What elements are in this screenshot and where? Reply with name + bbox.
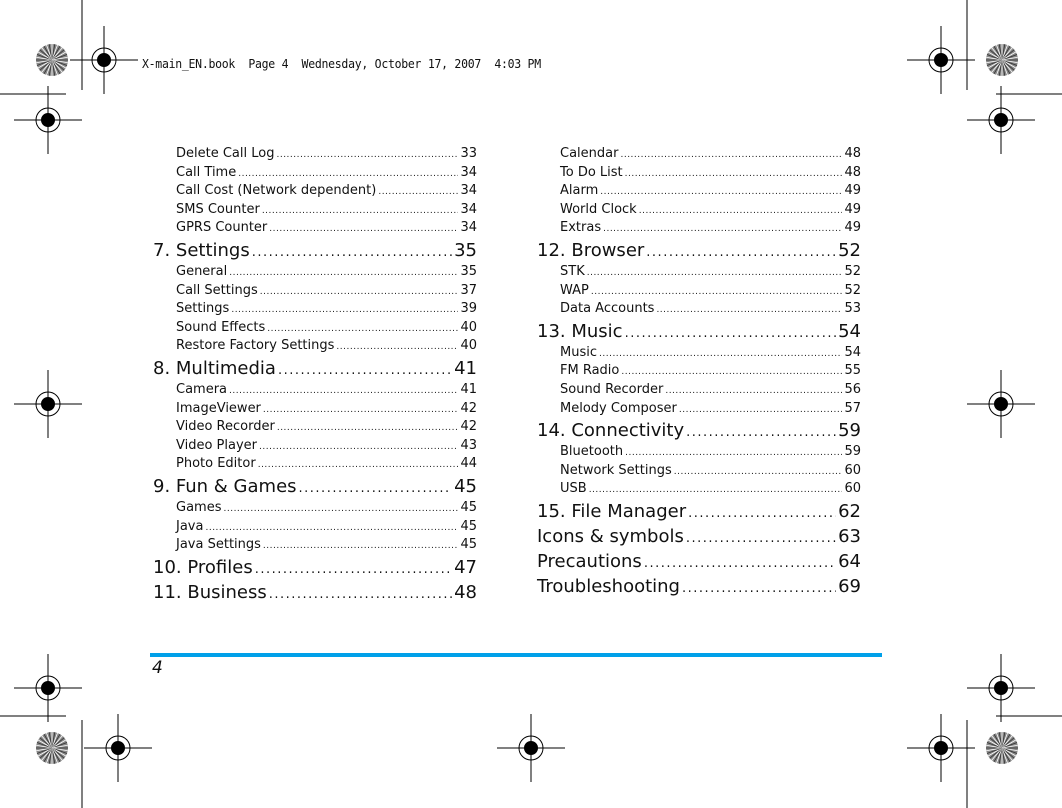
dot-leader	[238, 164, 458, 184]
dot-leader	[269, 580, 452, 607]
dot-leader	[260, 282, 459, 302]
toc-entry-page: 53	[844, 301, 861, 317]
toc-entry-page: 35	[454, 239, 477, 261]
toc-entry[interactable]	[153, 381, 477, 400]
toc-entry-page: 49	[844, 220, 861, 236]
toc-entry-page: 49	[844, 183, 861, 199]
dot-leader	[589, 480, 843, 500]
toc-entry-title: FM Radio	[560, 363, 620, 379]
dot-leader	[686, 524, 836, 551]
toc-entry[interactable]	[537, 182, 861, 201]
dot-leader	[231, 300, 458, 320]
toc-right-column	[537, 145, 861, 599]
dot-leader	[263, 536, 459, 556]
toc-entry[interactable]	[153, 219, 477, 238]
toc-entry[interactable]	[537, 263, 861, 282]
toc-entry-page: 39	[460, 301, 477, 317]
toc-entry-page: 52	[844, 282, 861, 298]
toc-entry-title: 8. Multimedia	[153, 357, 276, 379]
toc-entry[interactable]	[537, 238, 861, 263]
toc-entry-title: Video Recorder	[176, 419, 275, 435]
toc-entry[interactable]	[153, 455, 477, 474]
toc-entry-title: Precautions	[537, 550, 642, 572]
dot-leader	[267, 319, 458, 339]
dot-leader	[625, 319, 837, 346]
toc-entry[interactable]	[537, 524, 861, 549]
toc-entry-title: Sound Effects	[176, 319, 266, 335]
toc-entry[interactable]	[537, 344, 861, 363]
toc-entry-title: Extras	[560, 220, 602, 236]
toc-entry-title: USB	[560, 481, 587, 497]
dot-leader	[223, 499, 458, 519]
toc-entry[interactable]	[537, 362, 861, 381]
toc-entry-title: Call Settings	[176, 282, 258, 298]
toc-entry[interactable]	[153, 356, 477, 381]
toc-entry[interactable]	[537, 201, 861, 220]
toc-entry-title: Restore Factory Settings	[176, 338, 335, 354]
dot-leader	[252, 238, 452, 265]
toc-entry-title: Call Time	[176, 164, 237, 180]
toc-entry-title: Java Settings	[176, 537, 261, 553]
toc-entry-page: 59	[844, 444, 861, 460]
dot-leader	[599, 344, 842, 364]
toc-entry-title: 10. Profiles	[153, 556, 253, 578]
toc-entry-title: Bluetooth	[560, 444, 624, 460]
toc-entry-page: 62	[838, 500, 861, 522]
dot-leader	[688, 499, 836, 526]
dot-leader	[269, 219, 458, 239]
toc-entry-title: ImageViewer	[176, 400, 261, 416]
dot-leader	[646, 238, 836, 265]
toc-entry-title: Camera	[176, 381, 228, 397]
toc-entry-page: 60	[844, 481, 861, 497]
toc-entry-page: 64	[838, 550, 861, 572]
toc-entry-title: Network Settings	[560, 462, 672, 478]
toc-entry[interactable]	[153, 474, 477, 499]
toc-entry[interactable]	[153, 337, 477, 356]
dot-leader	[276, 145, 458, 165]
dot-leader	[686, 418, 836, 445]
toc-left-column	[153, 145, 477, 605]
toc-entry-page: 33	[460, 146, 477, 161]
toc-entry-title: Sound Recorder	[560, 381, 664, 397]
toc-entry[interactable]	[537, 300, 861, 319]
toc-entry-title: 7. Settings	[153, 239, 250, 261]
toc-entry[interactable]	[153, 282, 477, 301]
toc-entry[interactable]	[537, 462, 861, 481]
toc-entry[interactable]	[537, 499, 861, 524]
dot-leader	[639, 201, 843, 221]
dot-leader	[621, 362, 842, 382]
toc-entry[interactable]	[153, 437, 477, 456]
toc-entry-page: 40	[460, 319, 477, 335]
toc-entry[interactable]	[153, 201, 477, 220]
toc-entry-title: World Clock	[560, 201, 637, 217]
toc-entry-page: 35	[460, 263, 477, 279]
toc-entry-title: SMS Counter	[176, 201, 260, 217]
dot-leader	[665, 381, 842, 401]
toc-entry[interactable]	[153, 238, 477, 263]
dot-leader	[625, 443, 842, 463]
dot-leader	[259, 437, 458, 457]
dot-leader	[620, 145, 842, 165]
toc-entry[interactable]	[537, 443, 861, 462]
dot-leader	[277, 418, 459, 438]
toc-entry-title: Games	[176, 499, 222, 515]
toc-entry[interactable]	[537, 219, 861, 238]
dot-leader	[262, 201, 459, 221]
toc-entry-page: 34	[460, 164, 477, 180]
toc-entry[interactable]	[537, 164, 861, 183]
toc-entry-page: 40	[460, 338, 477, 354]
toc-entry[interactable]	[537, 381, 861, 400]
dot-leader	[205, 518, 458, 538]
toc-entry-title: 11. Business	[153, 581, 267, 603]
toc-entry-title: Settings	[176, 301, 230, 317]
toc-entry-title: Video Player	[176, 437, 258, 453]
toc-entry-page: 48	[454, 581, 477, 603]
toc-entry-title: 14. Connectivity	[537, 420, 685, 442]
toc-entry-title: Alarm	[560, 183, 599, 199]
dot-leader	[336, 337, 458, 357]
toc-entry-page: 44	[460, 456, 477, 472]
dot-leader	[229, 381, 458, 401]
toc-entry-page: 41	[454, 357, 477, 379]
toc-entry[interactable]	[153, 418, 477, 437]
dot-leader	[278, 356, 452, 383]
toc-entry-page: 49	[844, 201, 861, 217]
toc-entry-page: 37	[460, 282, 477, 298]
toc-entry-page: 43	[460, 437, 477, 453]
dot-leader	[255, 555, 452, 582]
toc-entry-title: 12. Browser	[537, 239, 645, 261]
toc-entry-title: Music	[560, 344, 597, 360]
toc-entry-title: To Do List	[560, 164, 623, 180]
dot-leader	[591, 282, 843, 302]
toc-entry[interactable]	[153, 319, 477, 338]
toc-entry-page: 34	[460, 183, 477, 199]
toc-entry[interactable]	[537, 319, 861, 344]
toc-entry-title: Java	[176, 518, 204, 534]
toc-entry-title: 13. Music	[537, 320, 623, 342]
toc-entry[interactable]	[153, 536, 477, 555]
toc-entry-page: 45	[454, 475, 477, 497]
toc-entry[interactable]	[537, 400, 861, 419]
dot-leader	[263, 400, 459, 420]
toc-entry-title: Call Cost (Network dependent)	[176, 183, 377, 199]
toc-entry-page: 57	[844, 400, 861, 416]
toc-entry[interactable]	[537, 480, 861, 499]
dot-leader	[587, 263, 843, 283]
toc-entry[interactable]	[153, 164, 477, 183]
toc-entry-page: 34	[460, 220, 477, 236]
toc-entry-page: 52	[844, 263, 861, 279]
print-slug-header: X-main_EN.book Page 4 Wednesday, October 17, 2007 4:03 PM	[142, 56, 541, 71]
toc-entry[interactable]	[537, 145, 861, 164]
toc-entry-title: 15. File Manager	[537, 500, 687, 522]
toc-entry[interactable]	[537, 574, 861, 599]
toc-entry-title: General	[176, 263, 228, 279]
toc-entry-page: 54	[838, 320, 861, 342]
toc-entry[interactable]	[537, 282, 861, 301]
toc-entry-title: GPRS Counter	[176, 220, 268, 236]
dot-leader	[682, 574, 836, 601]
dot-leader	[378, 182, 458, 202]
toc-entry[interactable]	[153, 499, 477, 518]
toc-entry[interactable]	[153, 182, 477, 201]
dot-leader	[625, 164, 843, 184]
toc-entry-page: 52	[838, 239, 861, 261]
toc-entry-page: 47	[454, 556, 477, 578]
toc-entry-title: STK	[560, 263, 585, 279]
toc-entry[interactable]	[153, 145, 477, 164]
toc-entry-page: 48	[844, 146, 861, 161]
toc-entry-title: Melody Composer	[560, 400, 677, 416]
toc-entry-title: Delete Call Log	[176, 146, 275, 161]
dot-leader	[299, 474, 453, 501]
toc-entry-title: Photo Editor	[176, 456, 256, 472]
toc-entry[interactable]	[153, 555, 477, 580]
toc-entry-page: 60	[844, 462, 861, 478]
page-number: 4	[152, 658, 163, 678]
toc-entry-page: 48	[844, 164, 861, 180]
toc-entry-page: 45	[460, 537, 477, 553]
toc-entry-page: 42	[460, 419, 477, 435]
toc-entry-title: Icons & symbols	[537, 525, 684, 547]
toc-entry-title: Calendar	[560, 146, 619, 161]
toc-entry[interactable]	[153, 580, 477, 605]
toc-entry-page: 63	[838, 525, 861, 547]
toc-entry-page: 45	[460, 518, 477, 534]
dot-leader	[600, 182, 842, 202]
dot-leader	[656, 300, 842, 320]
toc-entry-page: 59	[838, 420, 861, 442]
toc-entry[interactable]	[153, 263, 477, 282]
toc-entry-page: 34	[460, 201, 477, 217]
dot-leader	[229, 263, 458, 283]
toc-entry-title: 9. Fun & Games	[153, 475, 297, 497]
toc-entry-page: 69	[838, 575, 861, 597]
toc-entry-page: 56	[844, 381, 861, 397]
toc-entry-page: 55	[844, 363, 861, 379]
dot-leader	[644, 549, 836, 576]
toc-entry-page: 41	[460, 381, 477, 397]
toc-entry-title: Data Accounts	[560, 301, 655, 317]
toc-entry-title: WAP	[560, 282, 589, 298]
toc-entry[interactable]	[153, 400, 477, 419]
toc-entry-page: 54	[844, 344, 861, 360]
toc-entry-page: 42	[460, 400, 477, 416]
toc-entry-title: Troubleshooting	[537, 575, 680, 597]
toc-entry[interactable]	[153, 300, 477, 319]
toc-entry[interactable]	[537, 418, 861, 443]
dot-leader	[674, 462, 843, 482]
footer-rule	[150, 653, 882, 657]
toc-entry[interactable]	[537, 549, 861, 574]
toc-entry-page: 45	[460, 499, 477, 515]
dot-leader	[258, 455, 459, 475]
dot-leader	[603, 219, 842, 239]
dot-leader	[679, 400, 843, 420]
toc-entry[interactable]	[153, 518, 477, 537]
